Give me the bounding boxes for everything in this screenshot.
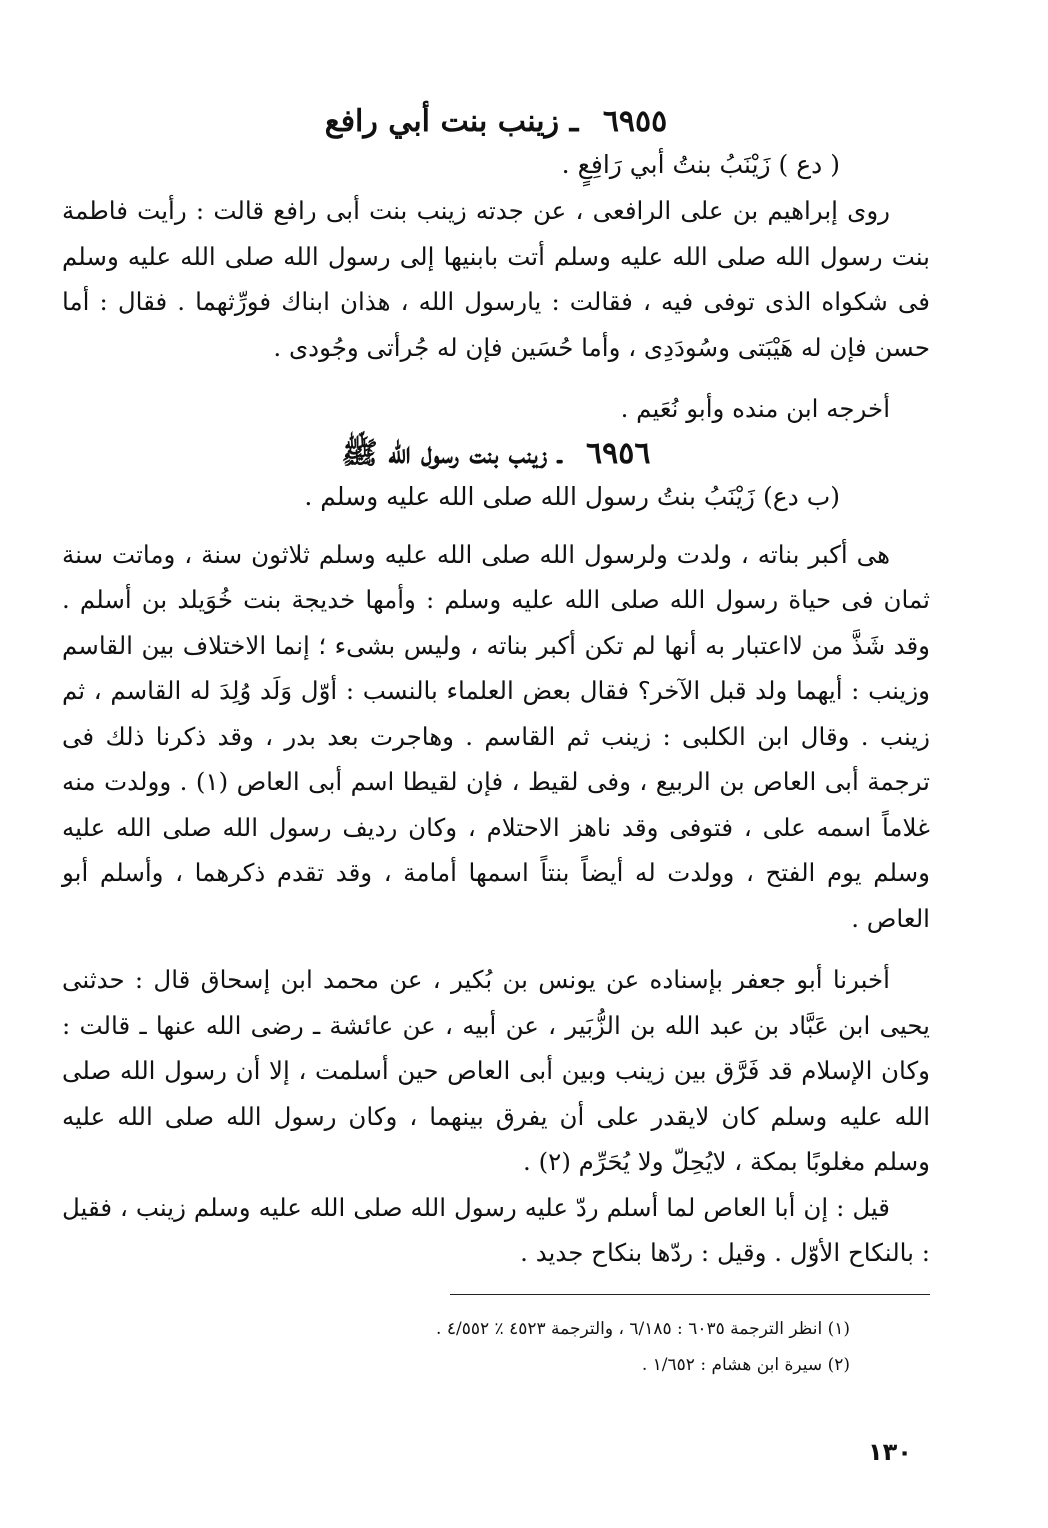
entry-dash: ـ [569, 104, 579, 139]
entry-paragraph: هى أكبر بناته ، ولدت ولرسول الله صلى الله عليه وسلم ثلاثون سنة ، وماتت سنة ثمان فى حياة رسول الله صلى الله عليه وسلم : وأمها خديجة بنت خُوَيلد بن أسلم . وقد شَذَّ من لااعتبار به أنها لم تكن أكبر بناته ، وليس بشىء ؛ إنما الاختلاف بين القاسم وزينب : أيهما ولد قبل الآخر؟ فقال بعض العلماء بالنسب : أوّل وَلَد وُلِدَ له القاسم ، ثم زينب . وقال ابن الكلبى : زينب ثم القاسم . وهاجرت بعد بدر ، وقد ذكرنا ذلك فى ترجمة أبى العاص بن الربيع ، وفى لقيط ، فإن لقيطا اسم أبى العاص (١) . وولدت منه غلاماً اسمه على ، فتوفى وقد ناهز الاحتلام ، وكان رديف رسول الله صلى الله عليه وسلم يوم الفتح ، وولدت له أيضاً بنتاً اسمها أمامة ، وقد تقدم ذكرهما ، وأسلم أبو العاص . [62, 539, 930, 933]
footnote-separator [450, 1294, 930, 1295]
entry-source-line: (ب دع) زَيْنَبُ بنتُ رسول الله صلى الله عليه وسلم . [304, 481, 840, 511]
entry-title: زينب بنت أبي رافع [324, 104, 560, 139]
entry-paragraph: قيل : إن أبا العاص لما أسلم ردّ عليه رسول الله صلى الله عليه وسلم زينب ، فقيل : بالنكاح الأوّل . وقيل : ردّها بنكاح جديد . [62, 1192, 930, 1267]
entry-dash: ـ [557, 435, 562, 471]
entry-number: ٦٩٥٦ [586, 435, 651, 471]
footnote: (٢) سيرة ابن هشام : ١/٦٥٢ . [641, 1354, 850, 1375]
footnote: (١) انظر الترجمة ٦٠٣٥ : ٦/١٨٥ ، والترجمة ٤٥٢٣ ٪ ٤/٥٥٢ . [436, 1318, 850, 1339]
entry-title: زينب بنت رسول الله ﷺ [341, 435, 548, 471]
entry-source-line: ( دع ) زَيْنَبُ بنتُ أبي رَافِعٍ . [561, 150, 840, 179]
entry-heading-6955 [62, 100, 930, 144]
entry-paragraph: أخبرنا أبو جعفر بإسناده عن يونس بن بُكير ، عن محمد ابن إسحاق قال : حدثنى يحيى ابن عَبَّاد بن عبد الله بن الزُّبَير ، عن أبيه ، عن عائشة ـ رضى الله عنها ـ قالت : وكان الإسلام قد فَرَّق بين زينب وبين أبى العاص حين أسلمت ، إلا أن رسول الله صلى الله عليه وسلم كان لايقدر على أن يفرق بينهما ، وكان رسول الله صلى الله عليه وسلم مغلوبًا بمكة ، لايُحِلّ ولا يُحَرِّم (٢) . [62, 965, 930, 1176]
entry-paragraph: أخرجه ابن منده وأبو نُعَيم . [620, 394, 890, 423]
entry-heading-6956 [62, 432, 930, 476]
page-number: ١٣٠ [868, 1438, 912, 1466]
entry-paragraph: روى إبراهيم بن على الرافعى ، عن جدته زينب بنت أبى رافع قالت : رأيت فاطمة بنت رسول الله صلى الله عليه وسلم أتت بابنيها إلى رسول الله صلى الله عليه وسلم فى شكواه الذى توفى فيه ، فقالت : يارسول الله ، هذان ابناك فورِّثهما . فقال : أما حسن فإن له هَيْبَتى وسُودَدِى ، وأما حُسَين فإن له جُرأتى وجُودى . [62, 196, 930, 362]
page-body [62, 100, 930, 1383]
entry-number: ٦٩٥٥ [602, 104, 668, 139]
